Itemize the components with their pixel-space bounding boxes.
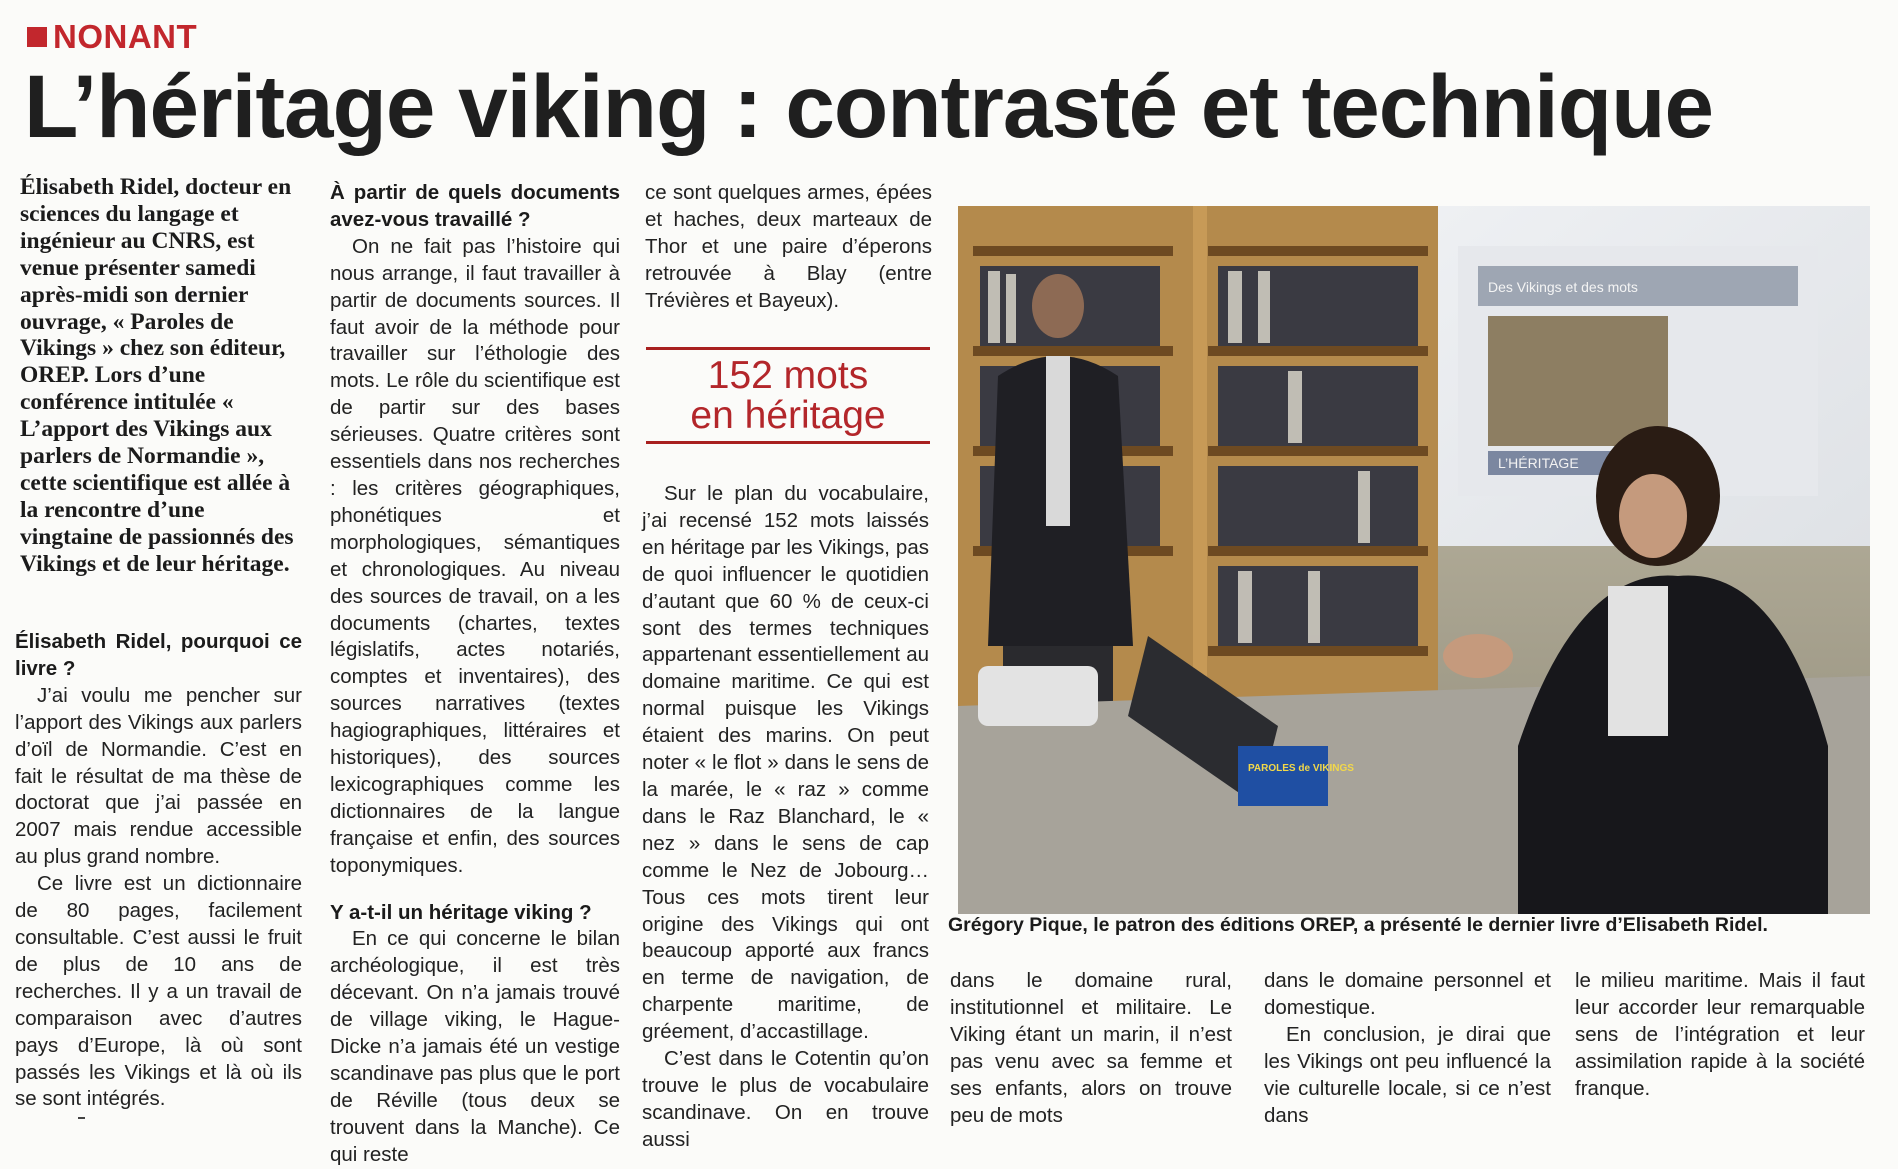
article-column-6 xyxy=(1575,968,1865,1103)
inset-box xyxy=(646,347,930,444)
article-column-2 xyxy=(330,180,620,1169)
scan-mark xyxy=(78,1117,85,1119)
article-column-4 xyxy=(950,968,1232,1129)
answer-2: On ne fait pas l’histoire qui nous arrange, il faut travailler à partir de documents sources. Il faut avoir de la méthode pour travailler sur l’éthologie des mots. Le rôle du scientifique est de partir sur des bases sérieuses. Quatre critères sont essentiels dans nos recherches : les critères géographiques, phonétiques et morphologiques, sémantiques et chronologiques. Au niveau des sources de travail, on a les documents (chartes, textes législatifs, actes notariés, comptes et inventaires), des sources narratives (textes hagiographiques, littéraires et historiques), des sources lexicographiques comme les dictionnaires de la langue française et enfin, des sources toponymiques. xyxy=(330,234,620,877)
inset-title-line-2: en héritage xyxy=(690,394,886,437)
article-column-3 xyxy=(642,481,929,1154)
question-3: Y a-t-il un héritage viking ? xyxy=(330,900,592,924)
lead-paragraph: Élisabeth Ridel, docteur en sciences du langage et ingénieur au CNRS, est venue présenter samedi après-midi son dernier ouvrage, « Paroles de Vikings » chez son éditeur, OREP. Lors d’une conférence intitulée « L’apport des Vikings aux parlers de Normandie », cette scientifique est allée à la rencontre d’une vingtaine de passionnés des Vikings et de leur héritage. xyxy=(20,174,294,577)
headline: L’héritage viking : contrasté et technique xyxy=(24,56,1713,156)
photo-caption: Grégory Pique, le patron des éditions OREP, a présenté le dernier livre d’Elisabeth Ridel. xyxy=(948,914,1768,936)
section-kicker xyxy=(27,18,197,56)
slide-label: L’HÉRITAGE xyxy=(1498,455,1579,471)
book-label: PAROLES de VIKINGS xyxy=(1248,763,1354,774)
answer-1-paragraph-2: Ce livre est un dictionnaire de 80 pages, facilement consultable. C’est aussi le fruit de plus de 10 ans de recherches. Il y a un travail de comparaison avec d’autres pays d’Europe, là où sont passés les Vikings et là où ils se sont intégrés. xyxy=(15,872,302,1111)
question-2: À partir de quels documents avez-vous travaillé ? xyxy=(330,181,620,231)
inset-top-rule xyxy=(646,347,930,350)
column-5-paragraph-1: dans le domaine personnel et domestique. xyxy=(1264,969,1551,1019)
article-column-5 xyxy=(1264,968,1551,1129)
photo-illustration xyxy=(958,206,1870,914)
answer-3: En ce qui concerne le bilan archéologique, il est très décevant. On n’a jamais trouvé de village viking, le Hague-Dicke n’a jamais été un vestige scandinave pas plus que le port de Réville (tous deux se trouvent dans la Manche). Ce qui reste xyxy=(330,927,620,1166)
kicker-square-icon xyxy=(27,27,47,47)
answer-1-paragraph-1: J’ai voulu me pencher sur l’apport des Vikings aux parlers d’oïl de Normandie. C’est en fait le résultat de ma thèse de doctorat que j’ai passée en 2007 mais rendue accessible au plus grand nombre. xyxy=(15,683,302,869)
column-5-paragraph-2: En conclusion, je dirai que les Vikings ont peu influencé la vie culturelle locale, si ce n’est dans xyxy=(1264,1022,1551,1127)
article-column-3-top xyxy=(645,180,932,315)
column-3-paragraph-2: C’est dans le Cotentin qu’on trouve le plus de vocabulaire scandinave. On en trouve aussi xyxy=(642,1047,929,1151)
column-3-top-text: ce sont quelques armes, épées et haches, deux marteaux de Thor et une paire d’éperons retrouvée à Blay (entre Trévières et Bayeux). xyxy=(645,181,932,312)
column-4-text: dans le domaine rural, institutionnel et militaire. Le Viking étant un marin, il n’est pas venu avec sa femme et ses enfants, alors on trouve peu de mots xyxy=(950,969,1232,1127)
slide-header: Des Vikings et des mots xyxy=(1488,279,1638,295)
kicker-label: NONANT xyxy=(53,18,198,55)
column-3-paragraph-1: Sur le plan du vocabulaire, j’ai recensé 152 mots laissés en héritage par les Vikings, pas de quoi influencer le quotidien d’autant que 60 % de ceux-ci sont des termes techniques appartenant essentiellement au domaine maritime. Ce qui est normal puisque les Vikings étaient des marins. On peut noter « le flot » dans le sens de la marée, le « raz » comme dans le Raz Blanchard, le « nez » dans le sens de cap comme le Nez de Jobourg… Tous ces mots tirent leur origine des Vikings qui ont beaucoup apporté aux francs en terme de navigation, de charpente maritime, de gréement, d’accastillage. xyxy=(642,482,929,1044)
article-column-1 xyxy=(15,629,302,1113)
inset-bottom-rule xyxy=(646,441,930,444)
conference-photo xyxy=(958,206,1870,914)
inset-title-line-1: 152 mots xyxy=(707,354,869,397)
column-6-text: le milieu maritime. Mais il faut leur accorder leur remarquable sens de l’intégration et leur assimilation rapide à la société franque. xyxy=(1575,969,1865,1100)
question-1: Élisabeth Ridel, pourquoi ce livre ? xyxy=(15,630,302,680)
